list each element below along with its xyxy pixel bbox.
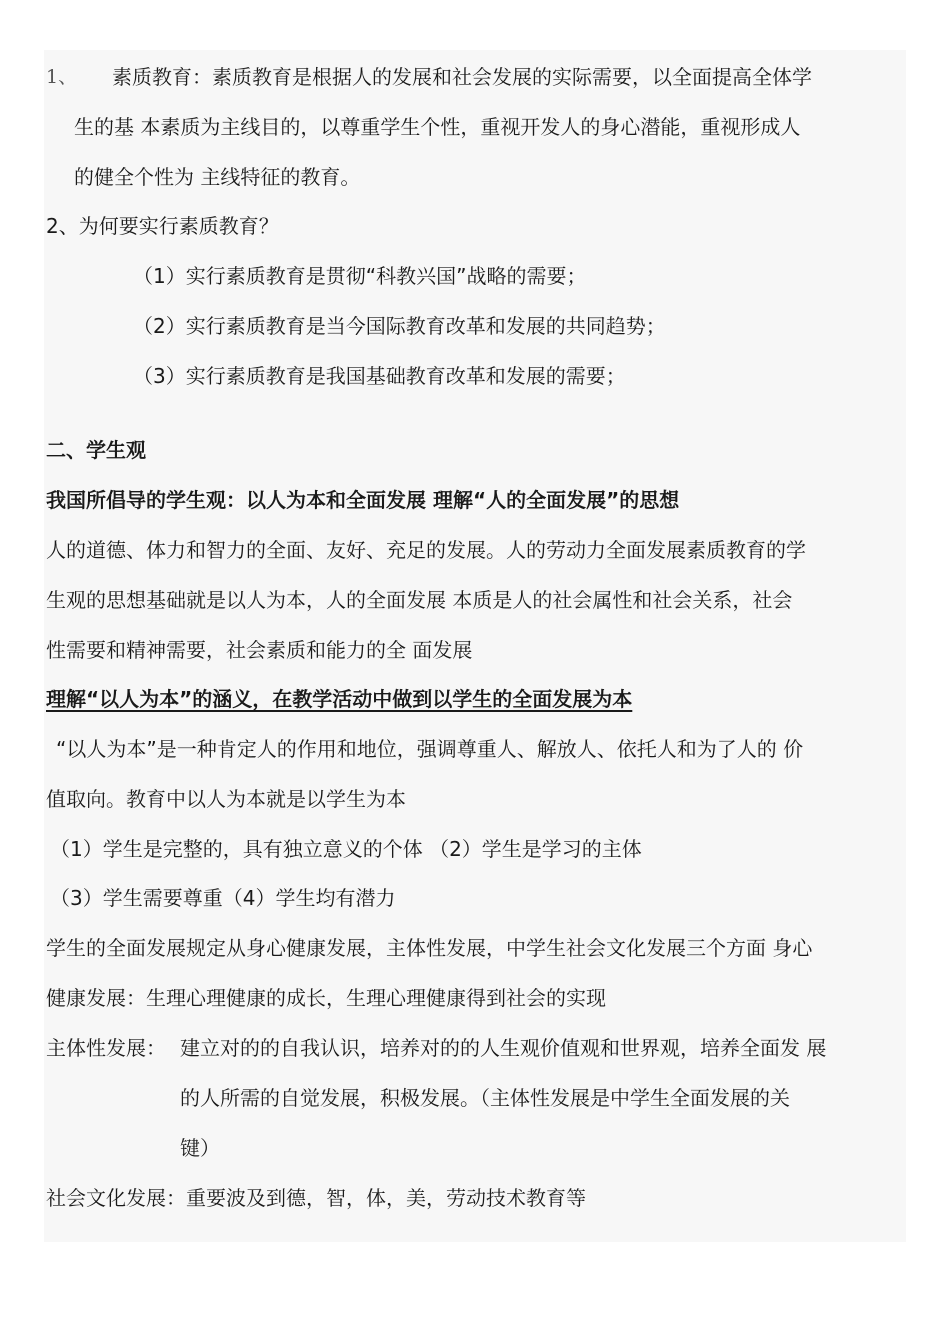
- subject-development-line-1: 建立对的的自我认识，培养对的的人生观价值观和世界观，培养全面发 展: [180, 1036, 827, 1060]
- section-1-line-2: 生的基 本素质为主线目的，以尊重学生个性，重视开发人的身心潜能，重视形成人: [74, 115, 801, 139]
- section-1-number: 1、: [46, 66, 78, 88]
- paragraph-2-line-2: 值取向。教育中以人为本就是以学生为本: [46, 787, 406, 811]
- social-culture-development: 社会文化发展：重要波及到德，智，体，美，劳动技术教育等: [46, 1186, 586, 1210]
- points-line-1: （1）学生是完整的，具有独立意义的个体 （2）学生是学习的主体: [50, 837, 642, 861]
- reason-item-3: （3）实行素质教育是我国基础教育改革和发展的需要；: [133, 364, 626, 388]
- paragraph-3-line-2: 健康发展：生理心理健康的成长，生理心理健康得到社会的实现: [46, 986, 606, 1010]
- paragraph-3-line-1: 学生的全面发展规定从身心健康发展，主体性发展，中学生社会文化发展三个方面 身心: [46, 936, 813, 960]
- paragraph-1-line-3: 性需要和精神需要，社会素质和能力的全 面发展: [46, 638, 473, 662]
- section-1-line-3: 的健全个性为 主线特征的教育。: [74, 165, 361, 189]
- section-1-line-1: 素质教育：素质教育是根据人的发展和社会发展的实际需要，以全面提高全体学: [112, 65, 812, 89]
- part-2-heading: 二、学生观: [46, 438, 146, 462]
- subject-development-line-2: 的人所需的自觉发展，积极发展。（主体性发展是中学生全面发展的关: [180, 1086, 790, 1110]
- student-view-subheading: 我国所倡导的学生观：以人为本和全面发展 理解“人的全面发展”的思想: [46, 488, 680, 512]
- subject-development-label: 主体性发展：: [46, 1036, 166, 1060]
- paragraph-1-line-1: 人的道德、体力和智力的全面、友好、充足的发展。人的劳动力全面发展素质教育的学: [46, 538, 806, 562]
- paragraph-2-line-1: “以人为本”是一种肯定人的作用和地位，强调尊重人、解放人、依托人和为了人的 价: [56, 737, 804, 761]
- people-oriented-heading: 理解“以人为本”的涵义，在教学活动中做到以学生的全面发展为本: [46, 687, 633, 711]
- reason-item-1: （1）实行素质教育是贯彻“科教兴国”战略的需要；: [133, 264, 587, 288]
- subject-development-line-3: 键）: [180, 1136, 220, 1160]
- section-2-question: 2、为何要实行素质教育？: [46, 214, 279, 238]
- reason-item-2: （2）实行素质教育是当今国际教育改革和发展的共同趋势；: [133, 314, 666, 338]
- paragraph-1-line-2: 生观的思想基础就是以人为本，人的全面发展 本质是人的社会属性和社会关系，社会: [46, 588, 793, 612]
- points-line-2: （3）学生需要尊重（4）学生均有潜力: [50, 886, 396, 910]
